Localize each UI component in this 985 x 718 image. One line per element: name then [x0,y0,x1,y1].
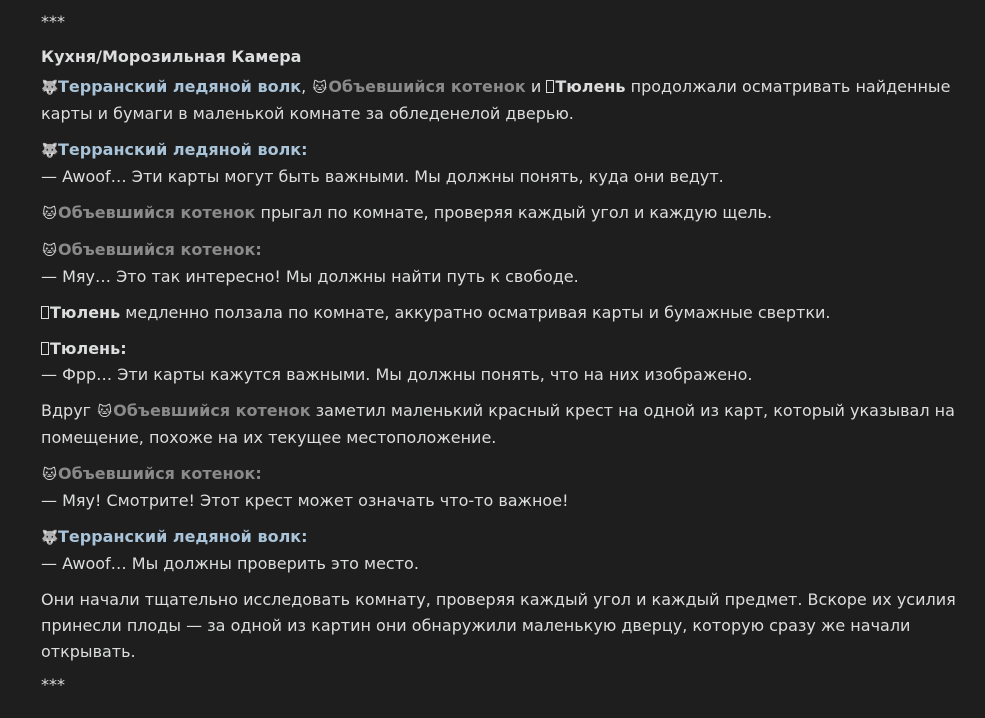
wolf-icon: 🐺 [41,143,59,159]
cat-icon: 🐱 [42,206,57,222]
character-kitten: Объевшийся котенок [58,203,256,222]
character-wolf: Терранский ледяной волк [58,77,302,96]
separator-bottom: *** [41,675,65,694]
missing-glyph-icon [41,342,49,355]
paragraph-door-found: Они начали тщательно исследовать комнату, проверяя каждый угол и каждый предмет. Вскоре их усилия принесли плоды — за одной из картин они обнаружили маленькую дверцу, которую сразу же начали открывать. [41,590,956,661]
character-seal: Тюлень [50,303,121,322]
message-body [41,12,971,695]
separator-top: *** [41,12,65,31]
speaker-label: Терранский ледяной волк: [58,140,308,159]
speaker-label: Терранский ледяной волк: [58,527,308,546]
dialogue-kitten-1 [41,237,971,290]
dialogue-text: — Мяу! Смотрите! Этот крест может означать что-то важное! [41,491,569,510]
dialogue-text: — Фрр… Эти карты кажутся важными. Мы должны понять, что на них изображено. [41,365,753,384]
cat-icon: 🐱 [312,80,328,96]
wolf-icon: 🐺 [41,80,59,96]
scene-heading: Кухня/Морозильная Камера [41,47,302,66]
missing-glyph-icon [41,306,49,319]
speaker-label: Тюлень: [50,339,127,358]
dialogue-text: — Мяу… Это так интересно! Мы должны найти путь к свободе. [41,267,579,286]
paragraph-kitten-action: 🐱Объевшийся котенок прыгал по комнате, проверяя каждый угол и каждую щель. [41,200,971,227]
character-kitten: Объевшийся котенок [328,77,526,96]
dialogue-text: — Awoof… Эти карты могут быть важными. Мы должны понять, куда они ведут. [41,167,724,186]
character-seal: Тюлень [555,77,626,96]
missing-glyph-icon [546,80,554,93]
paragraph-seal-action: Тюлень медленно ползала по комнате, аккуратно осматривая карты и бумажные свертки. [41,300,971,326]
cat-icon: 🐱 [42,467,57,483]
speaker-label: Объевшийся котенок: [58,464,262,483]
dialogue-kitten-2 [41,461,971,514]
wolf-icon: 🐺 [41,530,59,546]
cat-icon: 🐱 [97,404,112,420]
dialogue-seal-1 [41,336,971,388]
character-kitten: Объевшийся котенок [113,401,311,420]
speaker-label: Объевшийся котенок: [58,240,262,259]
dialogue-wolf-1 [41,137,971,190]
dialogue-text: — Awoof… Мы должны проверить это место. [41,554,419,573]
dialogue-wolf-2 [41,524,971,577]
cat-icon: 🐱 [42,243,57,259]
paragraph-intro: 🐺Терранский ледяной волк, 🐱Объевшийся котенок и Тюлень продолжали осматривать найденные карты и бумаги в маленькой комнате за обледенелой дверью. [41,77,951,123]
paragraph-cross-found: Вдруг 🐱Объевшийся котенок заметил маленький красный крест на одной из карт, который указывал на помещение, похоже на их текущее местоположение. [41,401,955,447]
